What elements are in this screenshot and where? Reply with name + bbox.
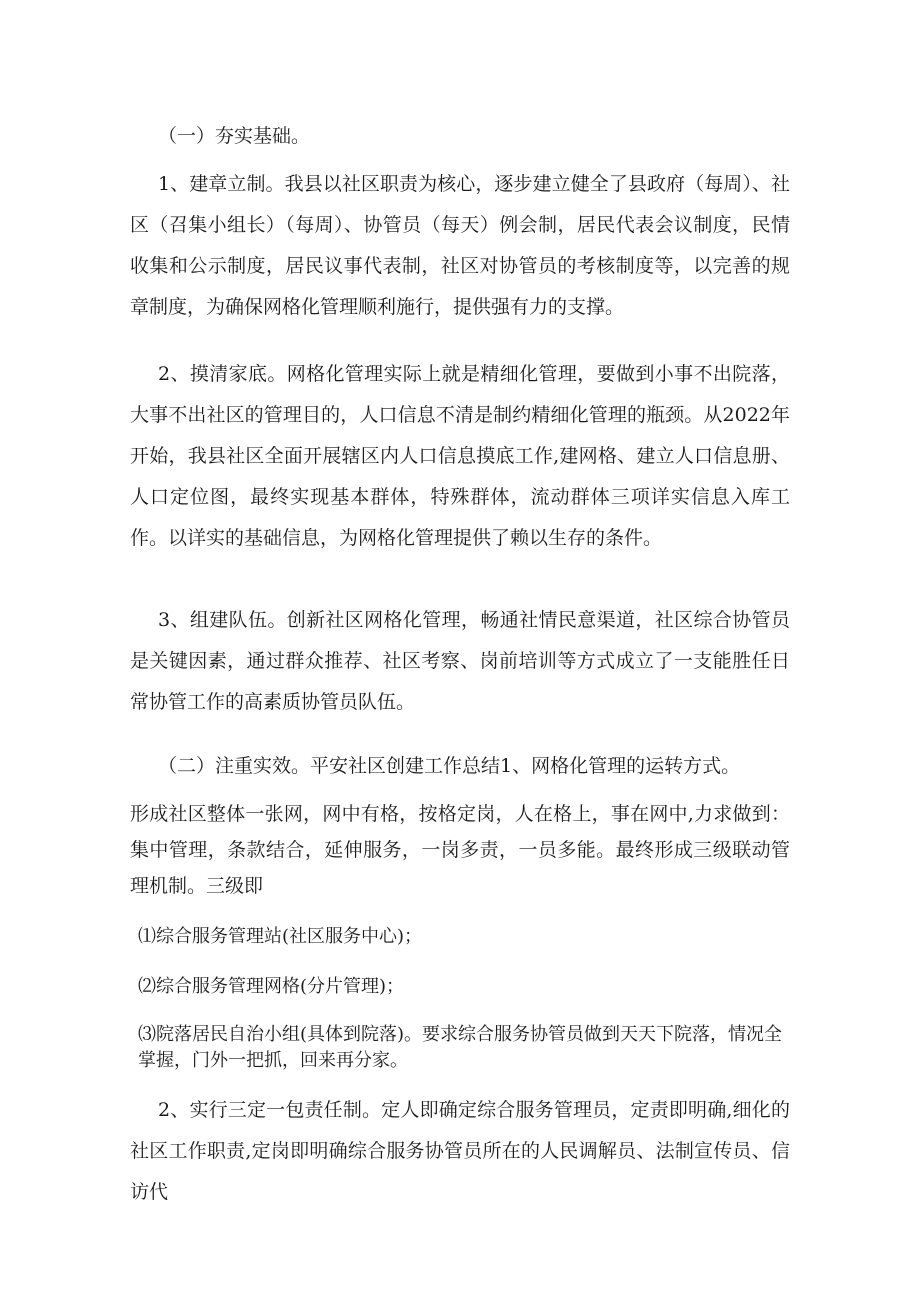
list-item-level-2: ⑵综合服务管理网格(分片管理)； (138, 976, 405, 997)
paragraph-responsibility: 2、实行三定一包责任制。定人即确定综合服务管理员，定责即明确,细化的社区工作职责,定岗即明确综合服务协管员所在的人民调解员、法制宣传员、信访代 (130, 1099, 790, 1203)
section-heading-2: （二）注重实效。平安社区创建工作总结1、网格化管理的运转方式。 (158, 755, 741, 777)
paragraph-team: 3、组建队伍。创新社区网格化管理，畅通社情民意渠道，社区综合协管员是关键因素，通过群众推荐、社区考察、岗前培训等方式成立了一支能胜任日常协管工作的高素质协管员队伍。 (130, 609, 790, 713)
list-item-level-1: ⑴综合服务管理站(社区服务中心)； (138, 926, 423, 947)
paragraph-household-info: 2、摸清家底。网格化管理实际上就是精细化管理，要做到小事不出院落，大事不出社区的管理目的，人口信息不清是制约精细化管理的瓶颈。从2022年开始，我县社区全面开展辖区内人口信息摸底工作,建网格、建立人口信息册、人口定位图，最终实现基本群体，特殊群体，流动群体三项详实信息入库工作。以详实的基础信息，为网格化管理提供了赖以生存的条件。 (130, 363, 790, 549)
paragraph-grid-network: 形成社区整体一张网，网中有格，按格定岗，人在格上，事在网中,力求做到：集中管理，条款结合，延伸服务，一岗多责，一员多能。最终形成三级联动管理机制。三级即 (130, 803, 790, 897)
list-item-level-3: ⑶院落居民自治小组(具体到院落)。要求综合服务协管员做到天天下院落，情况全掌握，门外一把抓，回来再分家。 (138, 1024, 783, 1071)
section-heading-1: （一）夯实基础。 (158, 125, 311, 147)
paragraph-rules: 1、建章立制。我县以社区职责为核心，逐步建立健全了县政府（每周）、社区（召集小组长）（每周）、协管员（每天）例会制，居民代表会议制度，民情收集和公示制度，居民议事代表制，社区对协管员的考核制度等，以完善的规章制度，为确保网格化管理顺利施行，提供强有力的支撑。 (130, 173, 790, 318)
